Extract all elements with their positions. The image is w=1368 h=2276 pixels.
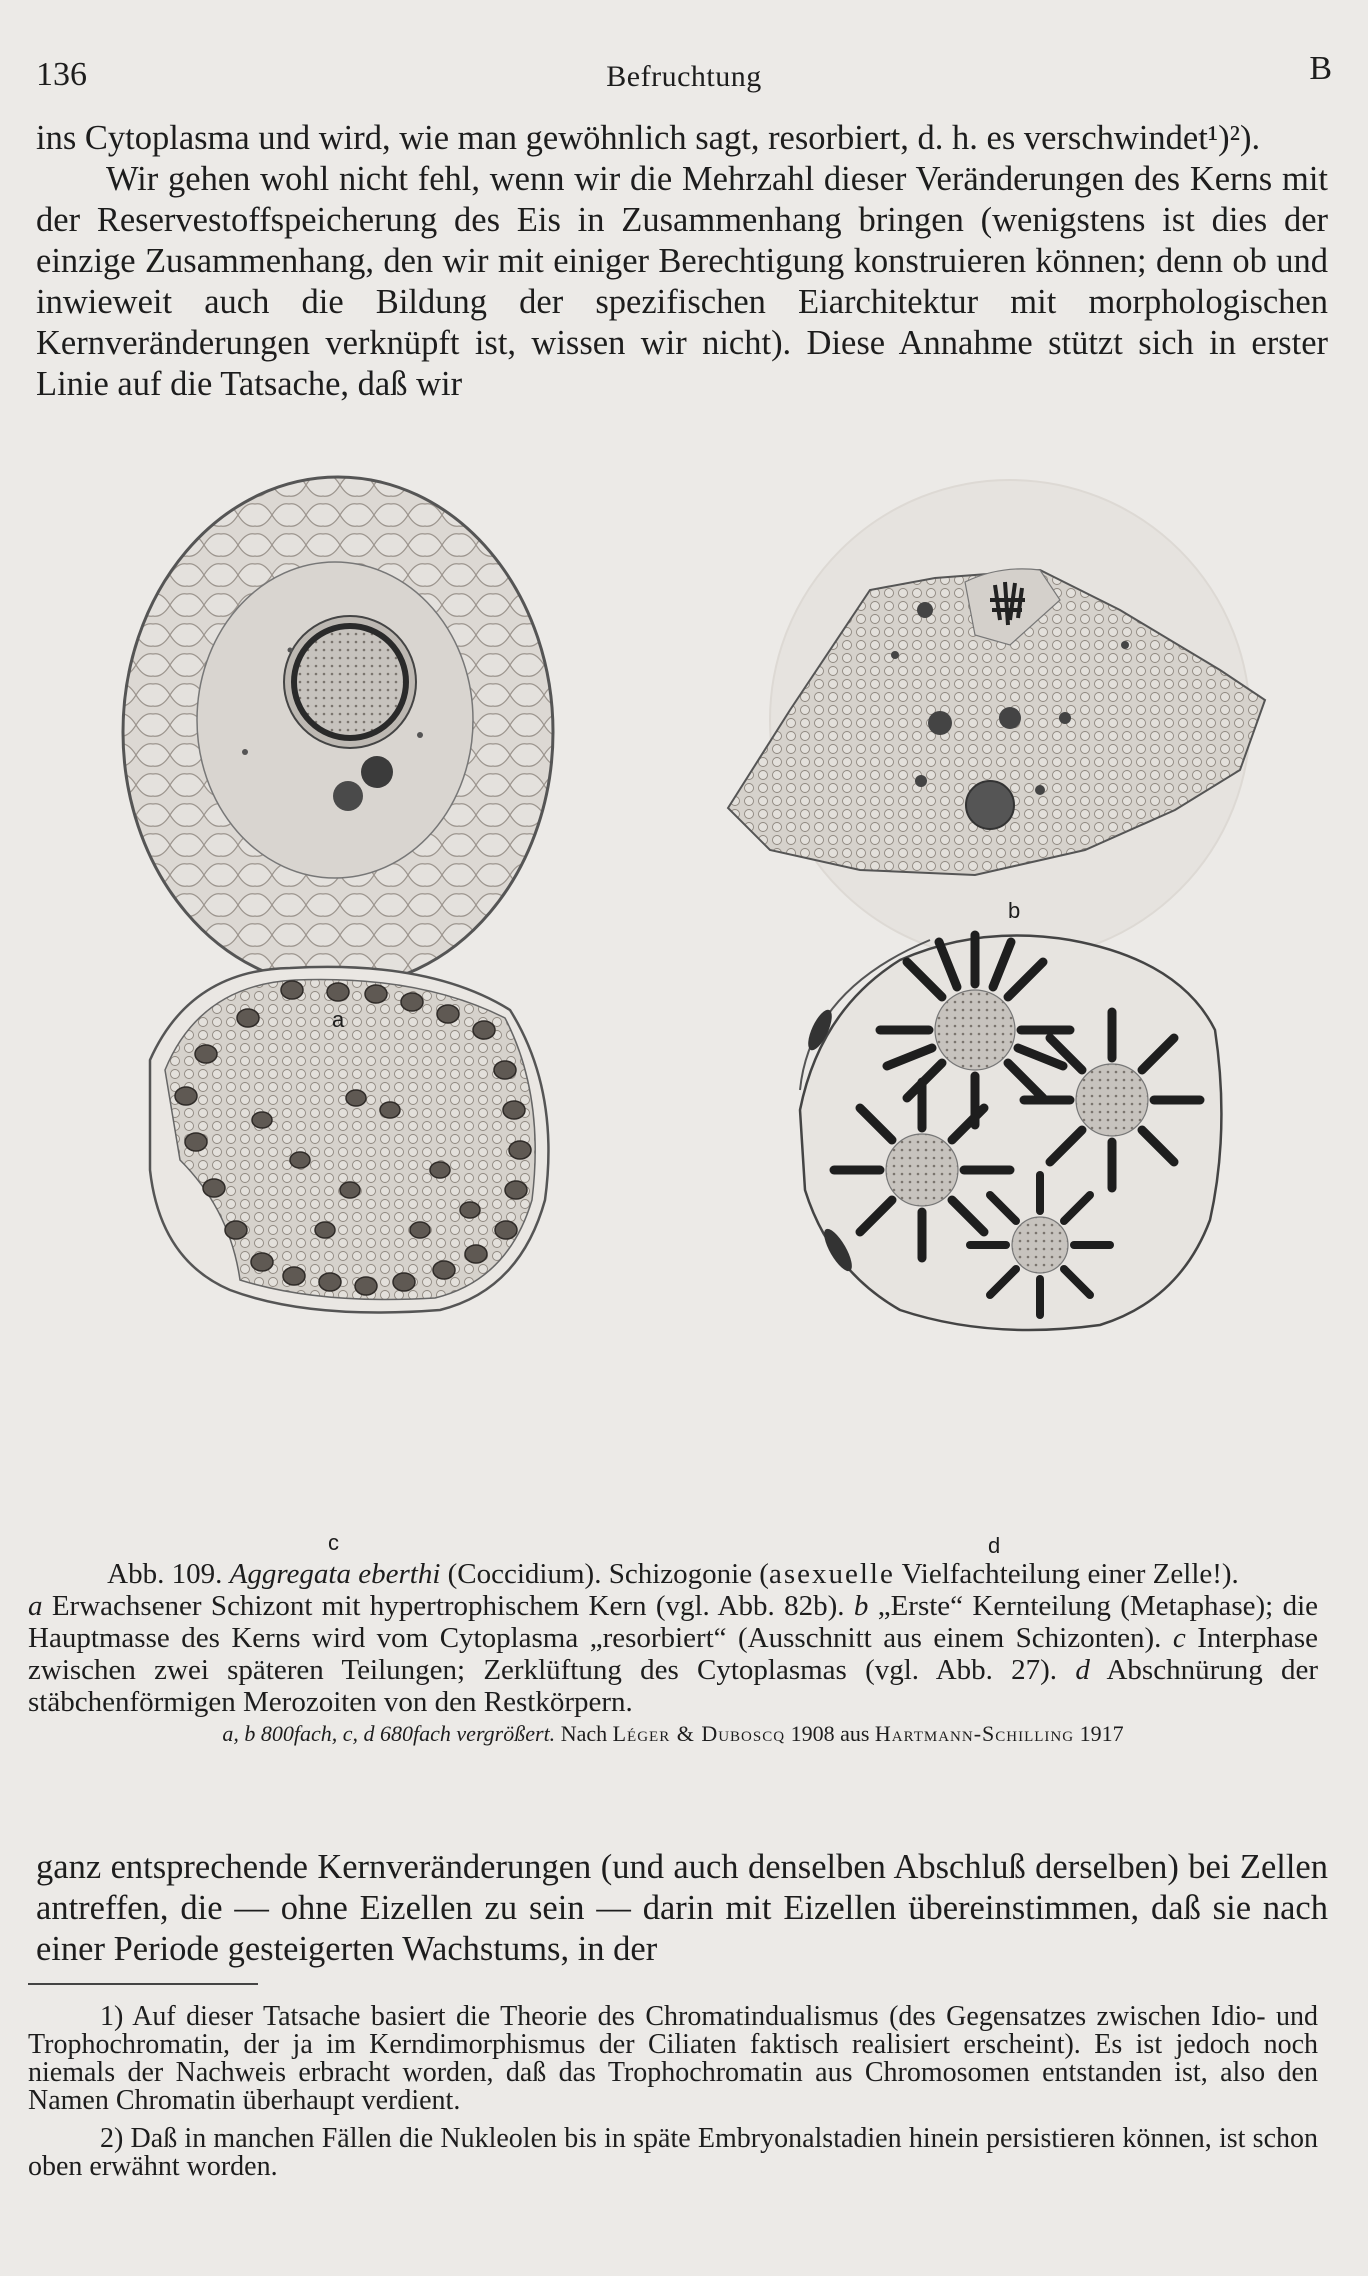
panel-label-d: d bbox=[988, 1533, 1001, 1558]
running-title: Befruchtung bbox=[606, 60, 762, 93]
corner-mark: B bbox=[1309, 50, 1332, 87]
body-text-top bbox=[36, 118, 1328, 405]
panel-b-cell bbox=[728, 480, 1265, 960]
footnotes bbox=[28, 2003, 1318, 2181]
footnote-1: 1) Auf dieser Tatsache basiert die Theorie des Chromatindualismus (des Gegensatzes zwischen Idio- und Trophochromatin, der ja im Kerndimorphismus der Ciliaten faktisch realisiert erscheint). Es ist jedoch noch niemals der Nachweis erbracht worden, daß das Trophochromatin aus Chromosomen entstanden ist, also den Namen Chromatin überhaupt verdient. bbox=[28, 2001, 1318, 2116]
paragraph: ganz entsprechende Kernveränderungen (und auch denselben Abschluß derselben) bei Zellen antreffen, die — ohne Eizellen zu sein — darin mit Eizellen übereinstimmen, daß sie nach einer Periode gesteigerten Wachstums, in der bbox=[36, 1848, 1328, 1968]
panel-a-cell bbox=[123, 477, 553, 987]
caption-credit: a, b 800fach, c, d 680fach vergrößert. Nach Léger & Duboscq 1908 aus Hartmann-Schilling 1917 bbox=[222, 1721, 1124, 1746]
magnification-note: a, b 800fach, c, d 680fach vergrößert. bbox=[222, 1721, 556, 1746]
footnote-2: 2) Daß in manchen Fällen die Nukleolen bis in späte Embryonalstadien hinein persistieren können, ist schon oben erwähnt worden. bbox=[28, 2123, 1318, 2182]
figure-illustration bbox=[0, 470, 1368, 1560]
panel-label-a: a bbox=[332, 1007, 345, 1032]
species-name: Aggregata eberthi bbox=[229, 1558, 441, 1590]
figure-109 bbox=[0, 470, 1368, 1560]
figure-caption bbox=[28, 1558, 1318, 1750]
caption-body: a Erwachsener Schizont mit hypertrophischem Kern (vgl. Abb. 82b). b „Erste“ Kernteilung (Metaphase); die Hauptmasse des Kerns wird vom Cytoplasma „resorbiert“ (Ausschnitt aus einem Schizonten). c Interphase zwischen zwei späteren Teilungen; Zerklüftung des Cytoplasmas (vgl. Abb. 27). d Abschnürung der stäbchenförmigen Merozoiten von den Restkörpern. bbox=[28, 1590, 1319, 1718]
panel-c-cell bbox=[150, 967, 548, 1313]
page-header bbox=[36, 50, 1332, 100]
paragraph-continuation: ins Cytoplasma und wird, wie man gewöhnlich sagt, resorbiert, d. h. es verschwindet¹)²). bbox=[36, 119, 1261, 157]
panel-label-b: b bbox=[1008, 898, 1021, 923]
caption-title: Abb. 109. Aggregata eberthi (Coccidium). Schizogonie (asexuelle Vielfachteilung einer Zelle!). bbox=[107, 1558, 1239, 1590]
figure-number: Abb. 109. bbox=[107, 1558, 223, 1590]
paragraph: Wir gehen wohl nicht fehl, wenn wir die Mehrzahl dieser Veränderungen des Kerns mit der Reservestoffspeicherung des Eis in Zusammenhang bringen (wenigstens ist dies der einzige Zusammenhang, den wir mit einiger Berechtigung konstruieren können; denn ob und inwieweit auch die Bildung der spezifischen Eiarchitektur mit morphologischen Kernveränderungen verknüpft ist, wissen wir nicht). Diese Annahme stützt sich in erster Linie auf die Tatsache, daß wir bbox=[36, 160, 1328, 403]
page-number: 136 bbox=[36, 56, 87, 93]
body-text-bottom bbox=[36, 1847, 1328, 1970]
panel-label-c: c bbox=[328, 1530, 339, 1555]
footnote-rule bbox=[28, 1983, 258, 1985]
panel-d-cell bbox=[800, 935, 1221, 1330]
